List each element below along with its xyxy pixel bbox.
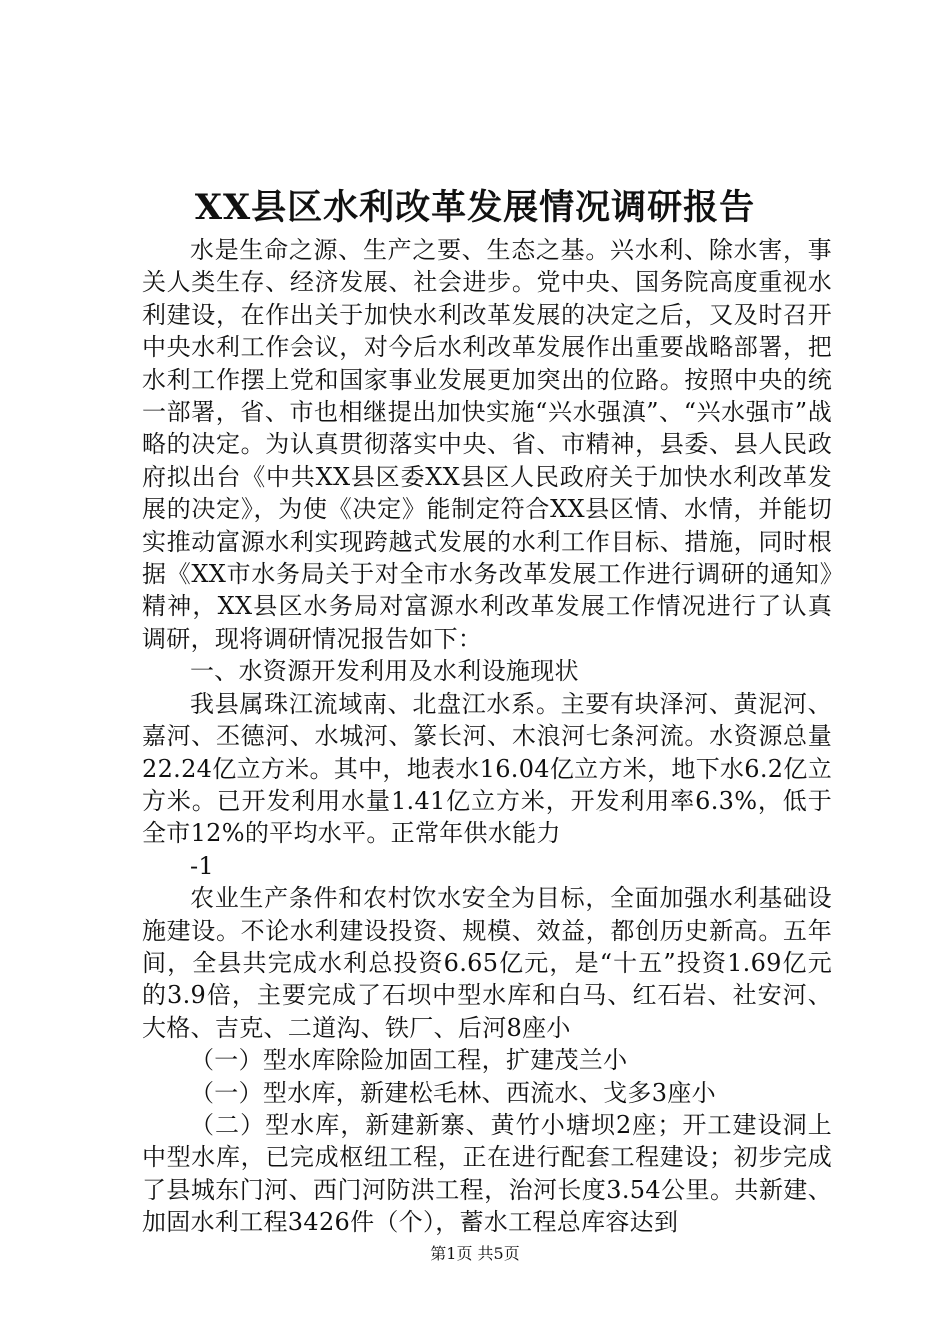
document-title: XX县区水利改革发展情况调研报告 xyxy=(194,187,756,228)
paragraph-intro: 水是生命之源、生产之要、生态之基。兴水利、除水害，事关人类生存、经济发展、社会进步。党中央、国务院高度重视水利建设，在作出关于加快水利改革发展的决定之后，又及时召开中央水利工作会议，对今后水利改革发展作出重要战略部署，把水利工作摆上党和国家事业发展更加突出的位路。按照中央的统一部署，省、市也相继提出加快实施“兴水强滇”、“兴水强市”战略的决定。为认真贯彻落实中央、省、市精神，县委、县人民政府拟出台《中共XX县区委XX县区人民政府关于加快水利改革发展的决定》，为使《决定》能制定符合XX县区情、水情，并能切实推动富源水利实现跨越式发展的水利工作目标、措施，同时根据《XX市水务局关于对全市水务改革发展工作进行调研的通知》精神，XX县区水务局对富源水利改革发展工作情况进行了认真调研，现将调研情况报告如下： xyxy=(142,236,832,653)
section-heading: 一、水资源开发利用及水利设施现状 xyxy=(190,657,579,686)
page-footer: 第1页 共5页 xyxy=(430,1244,520,1263)
paragraph-reservoir-2: （一）型水库，新建松毛林、西流水、戈多3座小 xyxy=(190,1078,716,1107)
paragraph-reservoir-1: （一）型水库除险加固工程，扩建茂兰小 xyxy=(190,1046,628,1075)
paragraph-construction: 农业生产条件和农村饮水安全为目标，全面加强水利基础设施建设。不论水利建设投资、规模、效益，都创历史新高。五年间，全县共完成水利总投资6.65亿元，是“十五”投资1.69亿元的3.9倍，主要完成了石坝中型水库和白马、红石岩、社安河、大格、吉克、二道沟、铁厂、后河8座小 xyxy=(142,884,832,1042)
paragraph-water-resources: 我县属珠江流域南、北盘江水系。主要有块泽河、黄泥河、嘉河、丕德河、水城河、篆长河、木浪河七条河流。水资源总量22.24亿立方米。其中，地表水16.04亿立方米，地下水6.2亿立方米。已开发利用水量1.41亿立方米，开发利用率6.3%，低于全市12%的平均水平。正常年供水能力 xyxy=(142,689,832,848)
paragraph-reservoir-3: （二）型水库，新建新寨、黄竹小塘坝2座；开工建设洞上中型水库，已完成枢纽工程，正在进行配套工程建设；初步完成了县城东门河、西门河防洪工程，治河长度3.54公里。共新建、加固水利工程3426件（个），蓄水工程总库容达到 xyxy=(142,1110,832,1237)
fragment-marker: -1 xyxy=(190,851,214,880)
document-body xyxy=(142,234,832,1239)
